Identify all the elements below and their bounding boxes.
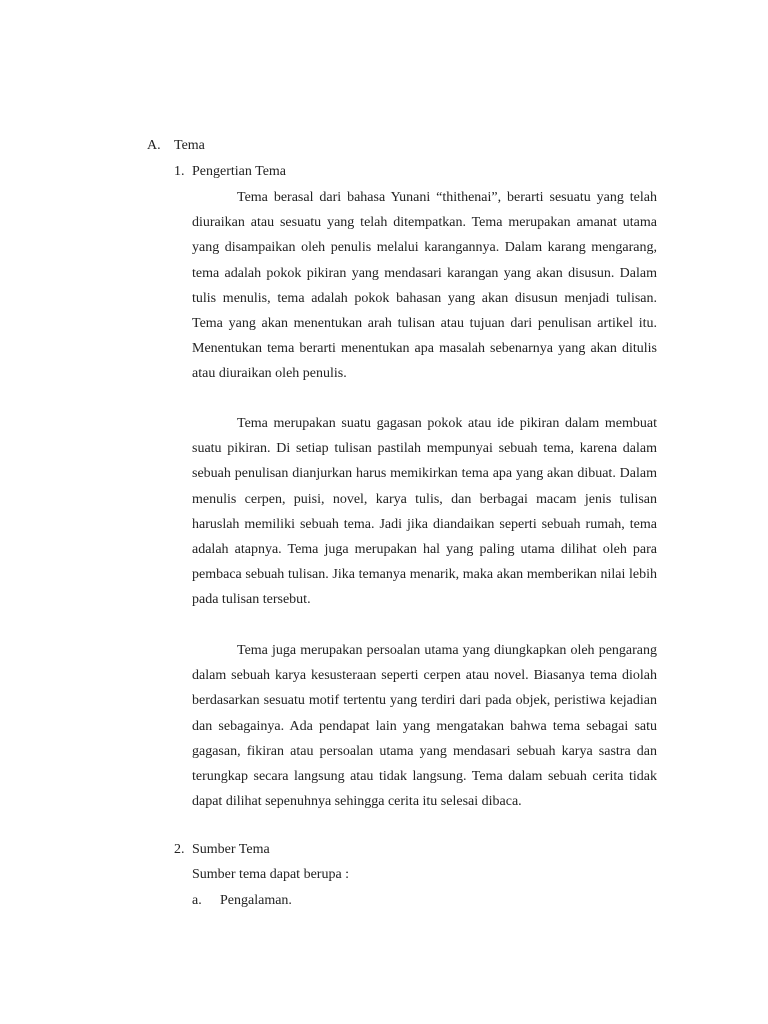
section-a-marker: A.	[147, 138, 161, 153]
paragraph-pengertian-2: Tema merupakan suatu gagasan pokok atau ide pikiran dalam membuat suatu pikiran. Di setiap tulisan pastilah mempunyai sebuah tema, karena dalam sebuah penulisan dianjurkan harus memikirkan tema apa yang akan dibuat. Dalam menulis cerpen, puisi, novel, karya tulis, dan berbagai macam jenis tulisan haruslah memiliki sebuah tema. Jadi jika diandaikan seperti sebuah rumah, tema adalah atapnya. Tema juga merupakan hal yang paling utama dilihat oleh para pembaca sebuah tulisan. Jika temanya menarik, maka akan memberikan nilai lebih pada tulisan tersebut.	[192, 416, 657, 608]
paragraph-pengertian-3: Tema juga merupakan persoalan utama yang diungkapkan oleh pengarang dalam sebuah karya kesusteraan seperti cerpen atau novel. Biasanya tema diolah berdasarkan sesuatu motif tertentu yang terdiri dari pada objek, peristiwa kejadian dan sebagainya. Ada pendapat lain yang mengatakan bahwa tema sebagai satu gagasan, fikiran atau persoalan utama yang mendasari sebuah karya sastra dan terungkap secara langsung atau tidak langsung. Tema dalam sebuah cerita tidak dapat dilihat sepenuhnya sehingga cerita itu selesai dibaca.	[192, 643, 657, 810]
paragraph-pengertian-1: Tema berasal dari bahasa Yunani “thithenai”, berarti sesuatu yang telah diuraikan atau sesuatu yang telah ditempatkan. Tema merupakan amanat utama yang disampaikan oleh penulis melalui karangannya. Dalam karang mengarang, tema adalah pokok pikiran yang mendasari karangan yang akan disusun. Dalam tulis menulis, tema adalah pokok bahasan yang akan disusun menjadi tulisan. Tema yang akan menentukan arah tulisan atau tujuan dari penulisan artikel itu. Menentukan tema berarti menentukan apa masalah sebenarnya yang akan ditulis atau diuraikan oleh penulis.	[192, 190, 657, 382]
list-item-marker: a.	[192, 893, 202, 908]
subsection-1-marker: 1.	[174, 164, 185, 179]
subsection-2-marker: 2.	[174, 842, 185, 857]
list-item-pengalaman: Pengalaman.	[220, 893, 292, 908]
sumber-tema-intro: Sumber tema dapat berupa :	[192, 867, 350, 882]
subsection-2-title: Sumber Tema	[192, 842, 270, 857]
section-a-title: Tema	[174, 138, 205, 153]
subsection-1-title: Pengertian Tema	[192, 164, 287, 179]
